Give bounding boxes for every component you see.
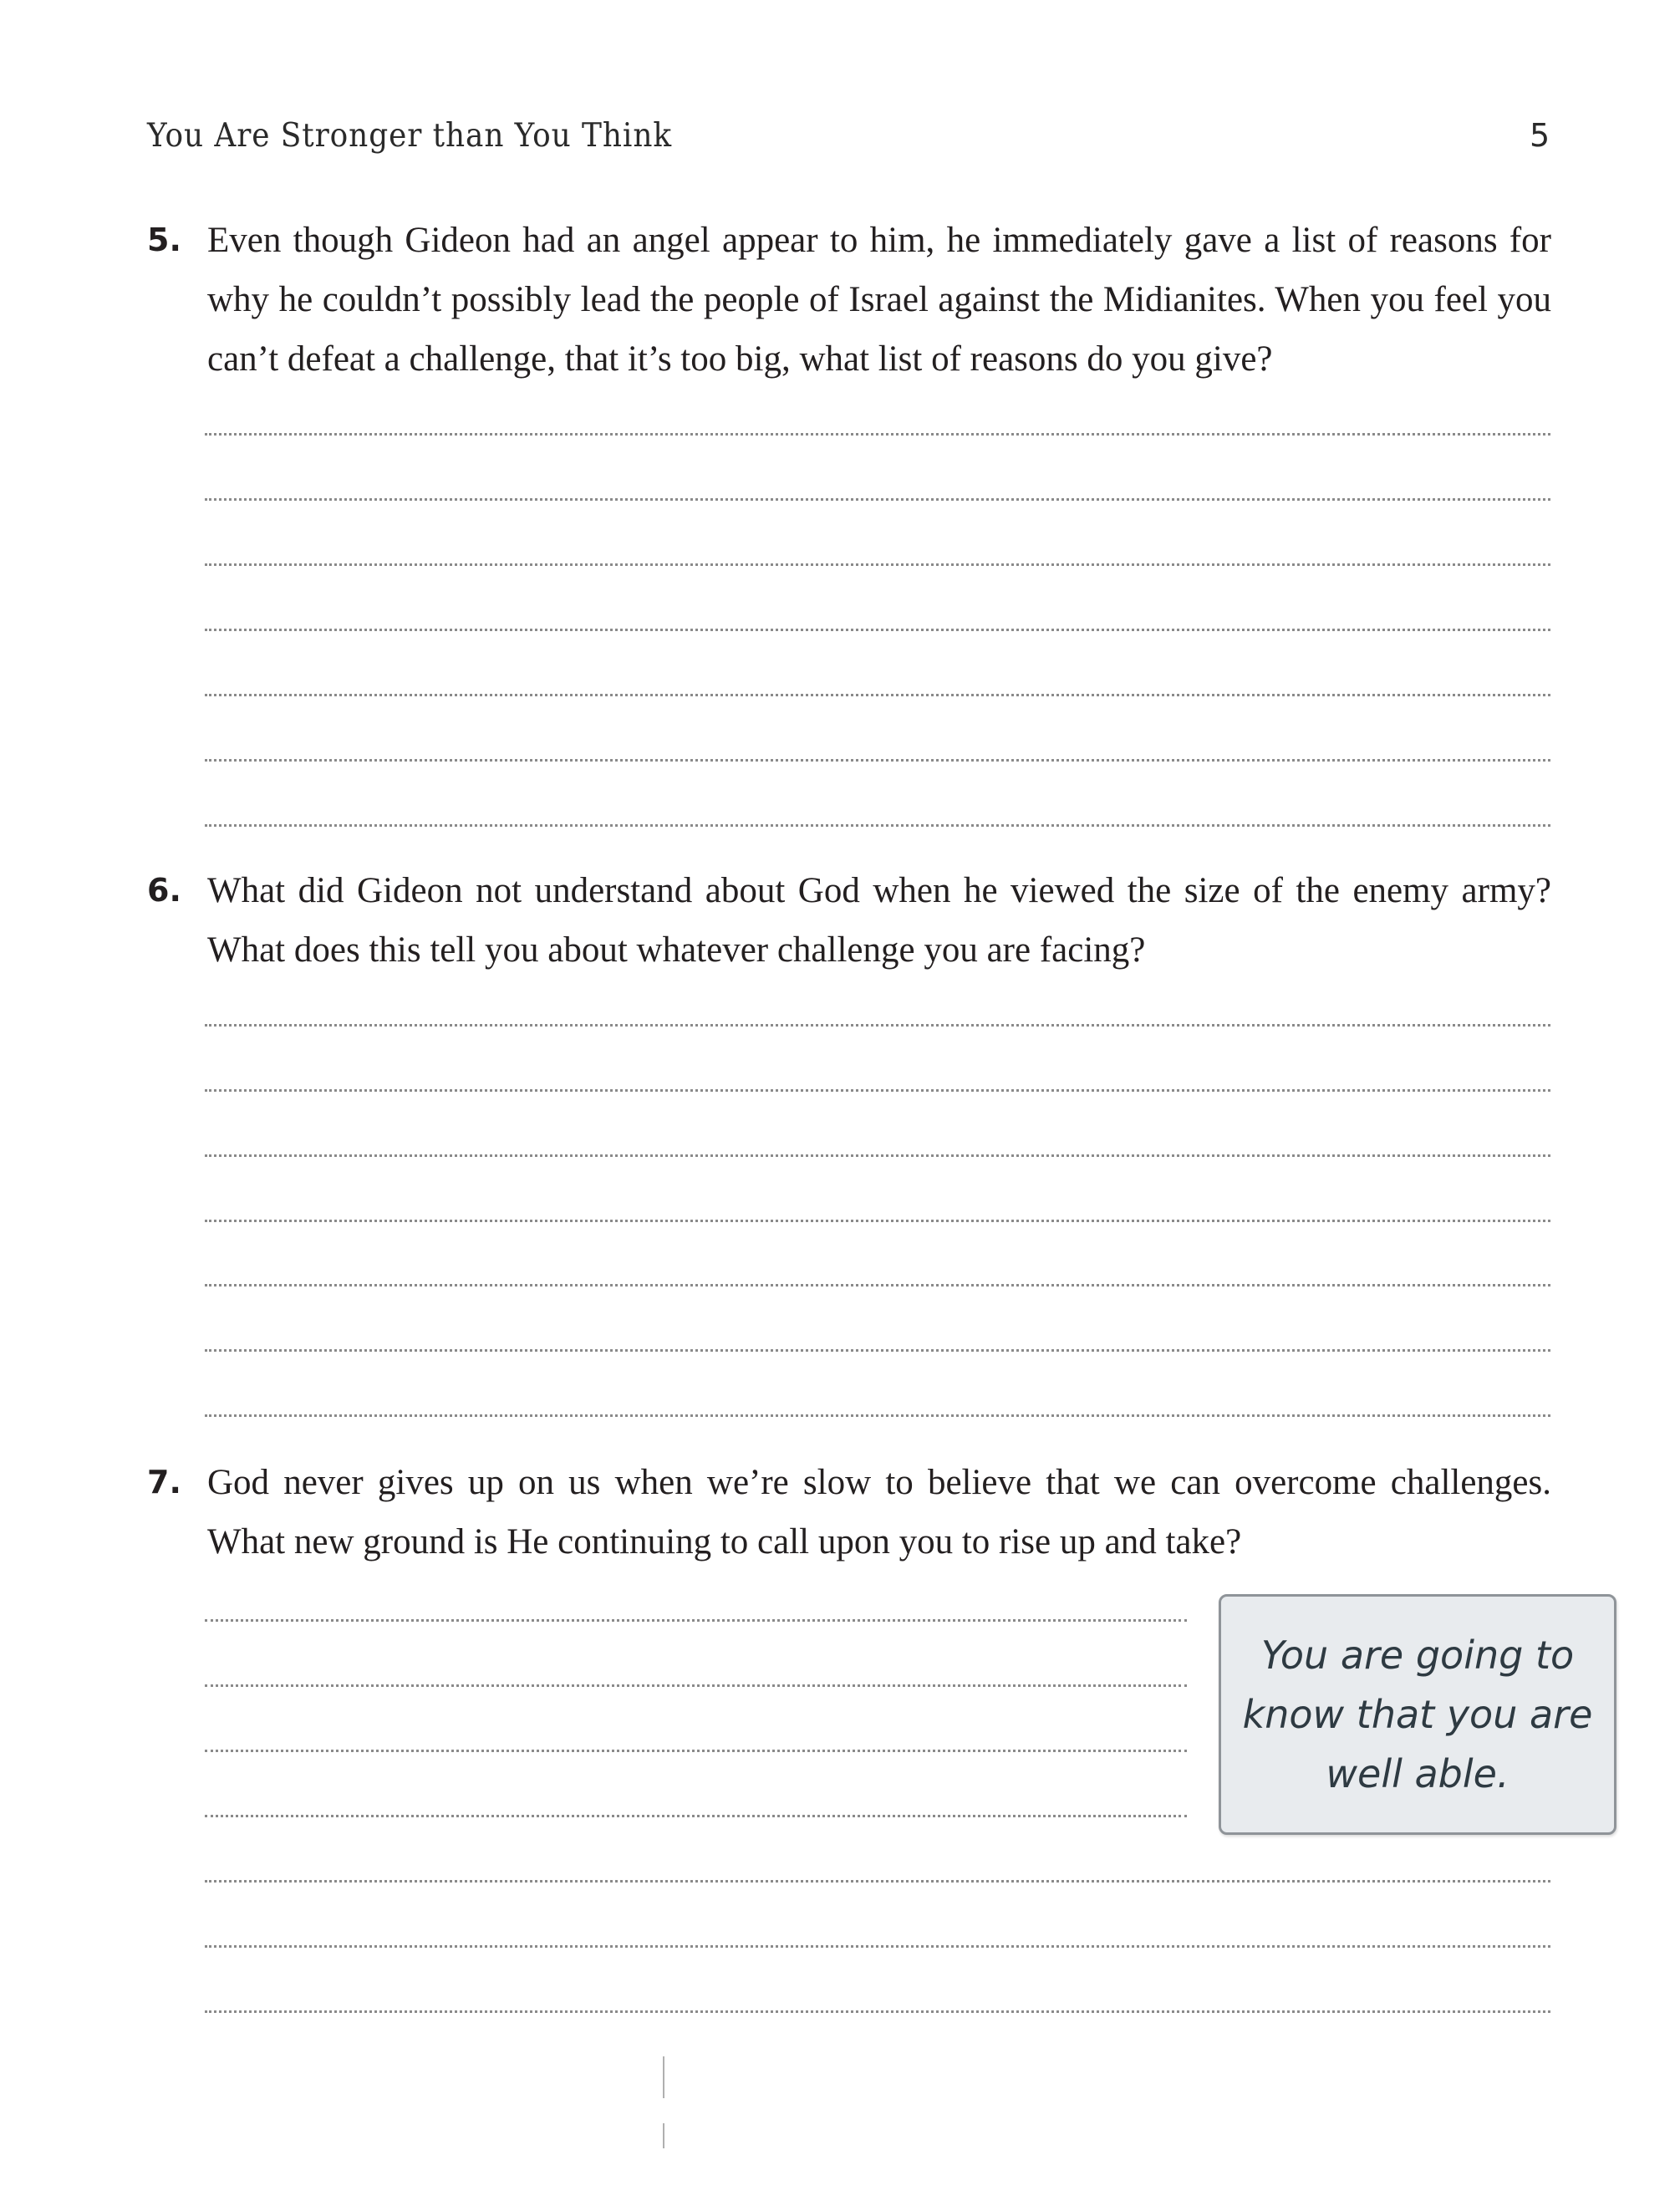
answer-line[interactable] — [205, 1750, 1187, 1752]
answer-line[interactable] — [205, 1880, 1550, 1883]
scan-mark — [663, 2056, 664, 2098]
question-7 — [147, 1453, 1551, 1572]
question-text: What did Gideon not understand about God when he viewed the size of the enemy army? What does this tell you about whatever challenge you are facing? — [207, 871, 1551, 970]
answer-line[interactable] — [205, 1684, 1187, 1687]
answer-line[interactable] — [205, 1220, 1550, 1222]
answer-line[interactable] — [205, 824, 1550, 827]
answer-line[interactable] — [205, 1024, 1550, 1027]
question-text: Even though Gideon had an angel appear to him, he immediately gave a list of reasons for why he couldn’t possibly lead the people of Israel against the Midianites. When you feel you can’t defeat a challenge, that it’s too big, what list of reasons do you give? — [207, 221, 1551, 379]
answer-line[interactable] — [205, 759, 1550, 762]
page-number: 5 — [1530, 117, 1550, 154]
question-number: 7. — [147, 1464, 181, 1500]
answer-line[interactable] — [205, 1154, 1550, 1157]
answer-line[interactable] — [205, 1619, 1187, 1622]
answer-line[interactable] — [205, 498, 1550, 501]
answer-line[interactable] — [205, 1815, 1187, 1817]
answer-line[interactable] — [205, 563, 1550, 566]
answer-line[interactable] — [205, 1349, 1550, 1352]
question-number: 5. — [147, 222, 181, 258]
callout-text: You are going to know that you are well able. — [1242, 1632, 1593, 1796]
answer-line[interactable] — [205, 1945, 1550, 1948]
answer-line[interactable] — [205, 1284, 1550, 1286]
answer-line[interactable] — [205, 433, 1550, 436]
question-5 — [147, 211, 1551, 389]
answer-line[interactable] — [205, 694, 1550, 696]
running-head-title: You Are Stronger than You Think — [147, 117, 673, 155]
answer-line[interactable] — [205, 1414, 1550, 1417]
question-text: God never gives up on us when we’re slow to believe that we can overcome challenges. What new ground is He continuing to call upon you to rise up and take? — [207, 1463, 1551, 1562]
answer-line[interactable] — [205, 1089, 1550, 1092]
question-number: 6. — [147, 872, 181, 909]
answer-line[interactable] — [205, 629, 1550, 631]
scan-mark — [663, 2123, 664, 2148]
answer-line[interactable] — [205, 2010, 1550, 2013]
callout-box — [1219, 1594, 1616, 1835]
question-6 — [147, 861, 1551, 980]
